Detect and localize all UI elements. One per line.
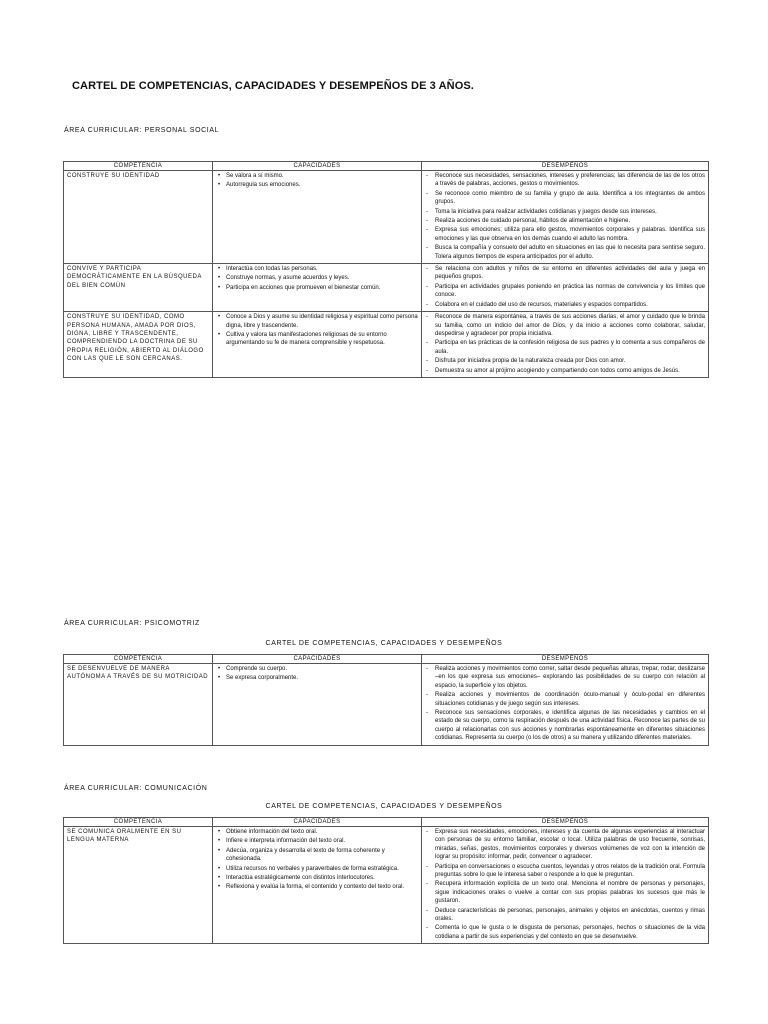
desempeno-item: - Se reconoce como miembro de su familia y grupo de aula. Identifica a los integrantes de ambos grupos. [425,190,705,207]
desempenos-cell [422,171,709,264]
header-desempenos: DESEMPEÑOS [422,162,709,171]
desempeno-item: - Busca la compañía y consuelo del adulto en situaciones en las que lo necesita para sentirse seguro. Tolera algunos tiempos de espera anticipados por el adulto. [425,244,705,261]
desempeno-item: - Colabora en el cuidado del uso de recursos, materiales y espacios compartidos. [425,301,705,309]
capacidad-item: • Obtiene información del texto oral. [216,828,418,836]
capacidad-item: • Comprende su cuerpo. [216,665,418,673]
capacidad-item: • Utiliza recursos no verbales y paraverbales de forma estratégica. [216,865,418,873]
competencies-table-personal-social [63,161,709,378]
desempeno-item: - Participa en actividades grupales poniendo en práctica las normas de convivencia y los límites que conoce. [425,283,705,300]
table-row [64,171,709,264]
capacidades-cell [213,264,422,312]
capacidad-item: • Adecúa, organiza y desarrolla el texto de forma coherente y cohesionada. [216,847,418,864]
competencia-cell: CONSTRUYE SU IDENTIDAD [64,171,213,264]
capacidades-cell [213,312,422,378]
capacidad-item: • Participa en acciones que promueven el bienestar común. [216,284,418,292]
desempeno-item: - Realiza acciones y movimientos como correr, saltar desde pequeñas alturas, trepar, rodar, deslizarse –en los que expresa sus emociones– explorando las posibilidades de su cuerpo con relación al espacio, la superficie y los objetos. [425,665,705,690]
desempeno-item: - Participa en conversaciones o escucha cuentos, leyendas y otros relatos de la tradición oral. Formula preguntas sobre lo que le interesa saber o responde a lo que le preguntan. [425,863,705,880]
capacidad-item: • Conoce a Dios y asume su identidad religiosa y espiritual como persona digna, libre y trascendente. [216,313,418,330]
desempeno-item: - Reconoce sus sensaciones corporales, e identifica algunas de las necesidades y cambios en el estado de su cuerpo, como la respiración después de una actividad física. Reconoce las partes de su cuerpo al relacionarlas con sus acciones y nombrarlas espontáneamente en diferentes situaciones cotidianas. Representa su cuerpo (o los de otros) a su manera y utilizando diferentes materiales. [425,709,705,743]
capacidades-cell [213,664,422,746]
capacidades-cell [213,171,422,264]
capacidad-item: • Interactúa con todas las personas. [216,265,418,273]
desempenos-cell [422,312,709,378]
competencia-cell: CONSTRUYE SU IDENTIDAD, COMO PERSONA HUMANA, AMADA POR DIOS, DIGNA, LIBRE Y TRASCENDENTE, COMPRENDIENDO LA DOCTRINA DE SU PROPIA RELIGIÓN, ABIERTO AL DIÁLOGO CON LAS QUE LE SON CERCANAS. [64,312,213,378]
capacidad-item: • Se valora a sí mismo. [216,172,418,180]
desempeno-item: - Participa en las prácticas de la confesión religiosa de sus padres y lo comenta a sus compañeros de aula. [425,339,705,356]
capacidad-item: • Infiere e interpreta información del texto oral. [216,837,418,845]
header-competencia: COMPETENCIA [64,162,213,171]
desempeno-item: - Expresa sus emociones; utiliza para ello gestos, movimientos corporales y palabras. Identifica sus emociones y las que observa en los demás cuando el adulto las nombra. [425,226,705,243]
area-label-psicomotriz: ÁREA CURRICULAR: PSICOMOTRIZ [64,620,200,627]
area-label-comunicacion: ÁREA CURRICULAR: COMUNICACIÓN [64,785,208,792]
table-row [64,827,709,944]
desempenos-cell [422,264,709,312]
header-capacidades: CAPACIDADES [213,162,422,171]
header-capacidades: CAPACIDADES [213,655,422,664]
header-competencia: COMPETENCIA [64,655,213,664]
capacidad-item: • Autorregula sus emociones. [216,181,418,189]
competencia-cell: SE DESENVUELVE DE MANERA AUTÓNOMA A TRAVÉS DE SU MOTRICIDAD [64,664,213,746]
table-header-row [64,162,709,171]
table-header-row [64,818,709,827]
desempeno-item: - Demuestra su amor al prójimo acogiendo y compartiendo con todos como amigos de Jesús. [425,367,705,375]
capacidad-item: • Se expresa corporalmente. [216,674,418,682]
desempeno-item: - Disfruta por iniciativa propia de la naturaleza creada por Dios con amor. [425,357,705,365]
desempeno-item: - Realiza acciones y movimientos de coordinación óculo-manual y óculo-podal en diferentes situaciones cotidianas y de juego según sus intereses. [425,691,705,708]
desempenos-cell [422,827,709,944]
capacidad-item: • Interactúa estratégicamente con distintos interlocutores. [216,874,418,882]
capacidad-item: • Construye normas, y asume acuerdos y leyes. [216,274,418,282]
desempeno-item: - Reconoce de manera espontánea, a través de sus acciones diarias, el amor y cuidado que le brinda su familia, como un indicio del amor de Dios, y da inicio a acciones como colaborar, saludar, despedirse y agradecer por propia iniciativa. [425,313,705,338]
header-desempenos: DESEMPEÑOS [422,655,709,664]
competencia-cell: SE COMUNICA ORALMENTE EN SU LENGUA MATERNA [64,827,213,944]
desempenos-cell [422,664,709,746]
desempeno-item: - Comenta lo que le gusta o le disgusta de personas, personajes, hechos o situaciones de la vida cotidiana a partir de sus experiencias y del contexto en que se desenvuelve. [425,924,705,941]
header-capacidades: CAPACIDADES [213,818,422,827]
capacidad-item: • Cultiva y valora las manifestaciones religiosas de su entorno argumentando su fe de manera comprensible y respetuosa. [216,331,418,348]
desempeno-item: - Se relaciona con adultos y niños de su entorno en diferentes actividades del aula y juega en pequeños grupos. [425,265,705,282]
table-row [64,264,709,312]
area-label-personal-social: ÁREA CURRICULAR: PERSONAL SOCIAL [64,127,220,134]
table-header-row [64,655,709,664]
desempeno-item: - Toma la iniciativa para realizar actividades cotidianas y juegos desde sus intereses. [425,208,705,216]
capacidades-cell [213,827,422,944]
section-subtitle: CARTEL DE COMPETENCIAS, CAPACIDADES Y DESEMPEÑOS [265,803,503,810]
section-subtitle: CARTEL DE COMPETENCIAS, CAPACIDADES Y DESEMPEÑOS [265,640,503,647]
desempeno-item: - Realiza acciones de cuidado personal, hábitos de alimentación e higiene. [425,217,705,225]
capacidad-item: • Reflexiona y evalúa la forma, el contenido y contexto del texto oral. [216,883,418,891]
table-row [64,664,709,746]
desempeno-item: - Reconoce sus necesidades, sensaciones, intereses y preferencias; las diferencia de las de los otros a través de palabras, acciones, gestos o movimientos. [425,172,705,189]
header-desempenos: DESEMPEÑOS [422,818,709,827]
table-row [64,312,709,378]
desempeno-item: - Recupera información explícita de un texto oral. Menciona el nombre de personas y personajes, sigue indicaciones orales o vuelve a contar con sus propias palabras los sucesos que más le gustaron. [425,880,705,905]
page-title: CARTEL DE COMPETENCIAS, CAPACIDADES Y DESEMPEÑOS DE 3 AÑOS. [72,80,474,92]
desempeno-item: - Deduce características de personas, personajes, animales y objetos en anécdotas, cuentos y rimas orales. [425,907,705,924]
competencies-table-comunicacion [63,817,709,944]
competencia-cell: CONVIVE Y PARTICIPA DEMOCRÁTICAMENTE EN LA BÚSQUEDA DEL BIEN COMÚN [64,264,213,312]
desempeno-item: - Expresa sus necesidades, emociones, intereses y da cuenta de algunas experiencias al interactuar con personas de su entorno familiar, escolar o local. Utiliza palabras de uso frecuente, sonrisas, miradas, señas, gestos, movimientos corporales y diversos volúmenes de voz con la intención de lograr su propósito: informar, pedir, convencer o agradecer. [425,828,705,862]
competencies-table-psicomotriz [63,654,709,746]
header-competencia: COMPETENCIA [64,818,213,827]
